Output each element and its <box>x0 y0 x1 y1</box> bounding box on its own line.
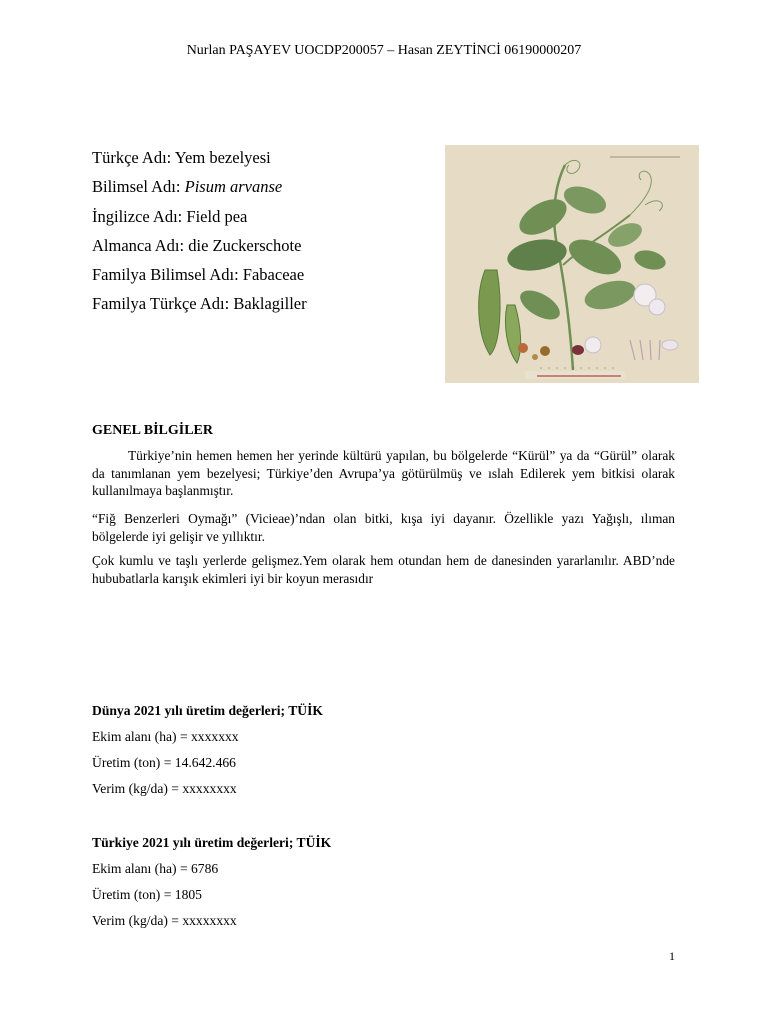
english-name-value: Field pea <box>186 206 248 226</box>
turkey-production: Üretim (ton) = 1805 <box>92 887 202 902</box>
world-production-heading: Dünya 2021 yılı üretim değerleri; TÜİK <box>92 703 323 718</box>
family-turkish-name-line: Familya Türkçe Adı: Baklagiller <box>92 294 307 314</box>
scientific-name-line: Bilimsel Adı: Pisum arvanse <box>92 177 283 197</box>
turkey-planting-area: Ekim alanı (ha) = 6786 <box>92 861 219 876</box>
page-header: Nurlan PAŞAYEV UOCDP200057 – Hasan ZEYTİNCİ 06190000207 <box>186 43 582 58</box>
turkish-name-value: Yem bezelyesi <box>174 148 271 167</box>
english-name-line: İngilizce Adı: Field pea <box>92 206 248 226</box>
general-info-paragraph-2: “Fiğ Benzerleri Oymağı” (Vicieae)’ndan olan bitki, kışa iyi dayanır. Özellikle yazı Yağışlı, ılıman bölgelerde iyi gelişir ve yıllıktır. <box>92 511 675 544</box>
world-planting-area: Ekim alanı (ha) = xxxxxxx <box>92 729 239 744</box>
german-name-value: die Zuckerschote <box>188 235 302 255</box>
pea-plant-drawing <box>445 145 699 383</box>
family-scientific-name-value: Fabaceae <box>242 265 305 285</box>
world-yield: Verim (kg/da) = xxxxxxxx <box>92 781 237 796</box>
scientific-name-value: Pisum arvanse <box>184 177 283 197</box>
page-number: 1 <box>669 949 675 963</box>
family-turkish-name-value: Baklagiller <box>233 294 307 314</box>
turkey-production-heading: Türkiye 2021 yılı üretim değerleri; TÜİK <box>92 835 332 850</box>
world-production: Üretim (ton) = 14.642.466 <box>92 755 236 770</box>
general-info-paragraph-1: Türkiye’nin hemen hemen her yerinde kültürü yapılan, bu bölgelerde “Kürül” ya da “Gürül” olarak da tanımlanan yem bezelyesi; Türkiye’den Avrupa’ya götürülmüş ve ıslah Edilerek yem bitkisi olarak kullanılmaya başlanmıştır. <box>92 448 675 498</box>
turkish-name-line: Türkçe Adı: Yem bezelyesi <box>92 148 271 167</box>
family-scientific-name-line: Familya Bilimsel Adı: Fabaceae <box>92 265 305 285</box>
german-name-line: Almanca Adı: die Zuckerschote <box>92 235 302 255</box>
turkey-yield: Verim (kg/da) = xxxxxxxx <box>92 913 237 928</box>
general-info-heading: GENEL BİLGİLER <box>92 423 213 438</box>
general-info-paragraph-3: Çok kumlu ve taşlı yerlerde gelişmez.Yem olarak hem otundan hem de danesinden yararlanılır. ABD’nde hububatlarla karışık ekimleri iyi bir koyun merasıdır <box>92 553 675 586</box>
plant-names-block <box>92 143 307 319</box>
botanical-illustration <box>445 145 699 383</box>
